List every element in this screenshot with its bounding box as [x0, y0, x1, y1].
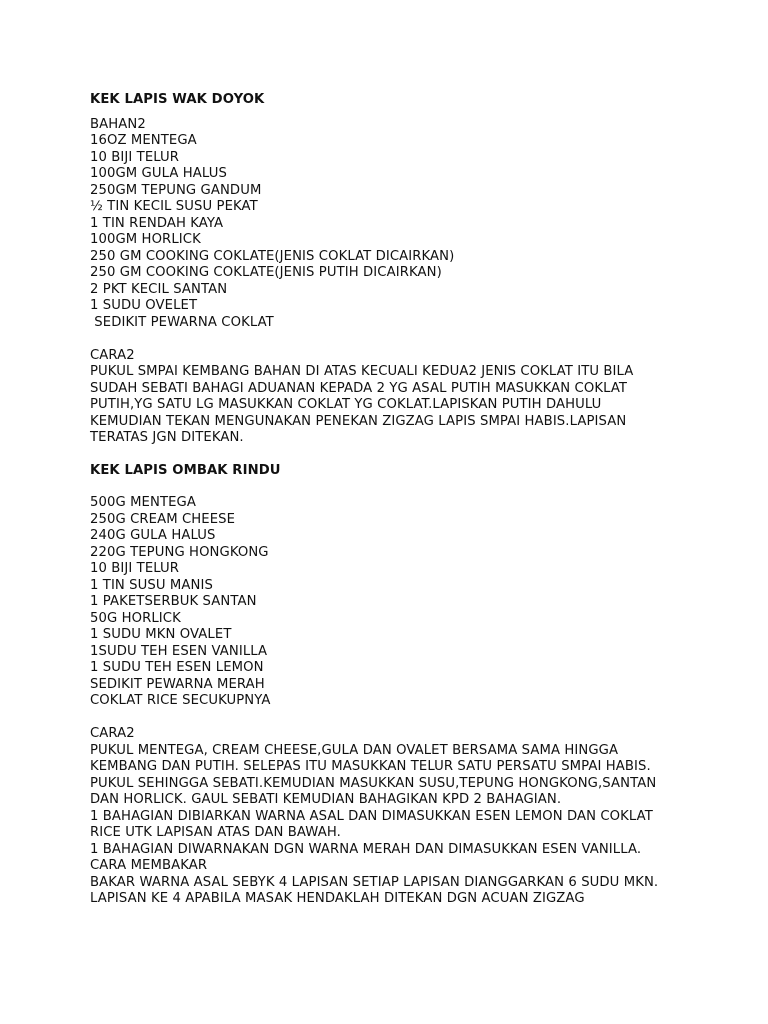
method-line: KEMUDIAN TEKAN MENGUNAKAN PENEKAN ZIGZAG LAPIS SMPAI HABIS.LAPISAN	[90, 413, 627, 429]
ingredient-line: 1 SUDU OVELET	[90, 298, 198, 313]
ingredient-line: 2 PKT KECIL SANTAN	[90, 281, 228, 297]
ingredient-line: 250 GM COOKING COKLATE(JENIS PUTIH DICAIRKAN)	[90, 265, 442, 280]
recipe1-ingredients-label: BAHAN2	[90, 116, 146, 132]
spacer	[90, 710, 730, 727]
method-line: PUTIH,YG SATU LG MASUKKAN COKLAT YG COKLAT.LAPISKAN PUTIH DAHULU	[90, 397, 602, 412]
ingredient-line: SEDIKIT PEWARNA COKLAT	[90, 314, 274, 330]
ingredient-line: 50G HORLICK	[90, 610, 181, 626]
ingredient-line: 100GM HORLICK	[90, 232, 201, 247]
ingredient-line: 1 TIN RENDAH KAYA	[90, 215, 224, 231]
ingredient-line: 250GM TEPUNG GANDUM	[90, 182, 262, 198]
ingredient-line: 1 PAKETSERBUK SANTAN	[90, 594, 257, 609]
method-line: BAKAR WARNA ASAL SEBYK 4 LAPISAN SETIAP LAPISAN DIANGGARKAN 6 SUDU MKN.	[90, 874, 659, 890]
ingredient-line: COKLAT RICE SECUKUPNYA	[90, 693, 271, 708]
recipe2-method-label: CARA2	[90, 726, 135, 741]
method-line: RICE UTK LAPISAN ATAS DAN BAWAH.	[90, 825, 341, 840]
ingredient-line: 100GM GULA HALUS	[90, 166, 227, 181]
recipe1-method-label: CARA2	[90, 347, 135, 363]
spacer	[90, 479, 730, 495]
ingredient-line: 16OZ MENTEGA	[90, 133, 197, 148]
ingredient-line: 250 GM COOKING COKLATE(JENIS COKLAT DICAIRKAN)	[90, 248, 455, 264]
ingredient-line: 10 BIJI TELUR	[90, 561, 180, 576]
ingredient-line: 10 BIJI TELUR	[90, 149, 180, 165]
ingredient-line: 220G TEPUNG HONGKONG	[90, 544, 269, 560]
ingredient-line: ½ TIN KECIL SUSU PEKAT	[90, 199, 258, 214]
method-line: TERATAS JGN DITEKAN.	[90, 430, 244, 445]
method-line: LAPISAN KE 4 APABILA MASAK HENDAKLAH DITEKAN DGN ACUAN ZIGZAG	[90, 891, 585, 906]
spacer	[90, 109, 730, 117]
method-line: CARA MEMBAKAR	[90, 858, 208, 873]
ingredient-line: 1 SUDU MKN OVALET	[90, 627, 232, 642]
method-line: PUKUL SMPAI KEMBANG BAHAN DI ATAS KECUALI KEDUA2 JENIS COKLAT ITU BILA	[90, 364, 634, 379]
method-line: SUDAH SEBATI BAHAGI ADUANAN KEPADA 2 YG ASAL PUTIH MASUKKAN COKLAT	[90, 380, 628, 396]
document-page	[90, 92, 730, 908]
recipe2-ingredient-list	[90, 495, 730, 710]
method-line: 1 BAHAGIAN DIBIARKAN WARNA ASAL DAN DIMASUKKAN ESEN LEMON DAN COKLAT	[90, 808, 653, 824]
method-line: PUKUL MENTEGA, CREAM CHEESE,GULA DAN OVALET BERSAMA SAMA HINGGA	[90, 742, 619, 758]
ingredient-line: 1 SUDU TEH ESEN LEMON	[90, 660, 264, 675]
spacer	[90, 331, 730, 348]
ingredient-line: 1 TIN SUSU MANIS	[90, 577, 213, 593]
method-line: PUKUL SEHINGGA SEBATI.KEMUDIAN MASUKKAN SUSU,TEPUNG HONGKONG,SANTAN	[90, 775, 657, 791]
ingredient-line: 1SUDU TEH ESEN VANILLA	[90, 643, 268, 659]
method-line: 1 BAHAGIAN DIWARNAKAN DGN WARNA MERAH DAN DIMASUKKAN ESEN VANILLA.	[90, 841, 642, 857]
recipe1-title: KEK LAPIS WAK DOYOK	[90, 92, 265, 107]
recipe1-ingredient-list	[90, 133, 730, 331]
method-line: DAN HORLICK. GAUL SEBATI KEMUDIAN BAHAGIKAN KPD 2 BAHAGIAN.	[90, 792, 562, 807]
ingredient-line: 500G MENTEGA	[90, 495, 196, 510]
method-line: KEMBANG DAN PUTIH. SELEPAS ITU MASUKKAN TELUR SATU PERSATU SMPAI HABIS.	[90, 759, 651, 774]
recipe1-method-text	[90, 364, 730, 447]
recipe2-title: KEK LAPIS OMBAK RINDU	[90, 462, 281, 478]
ingredient-line: SEDIKIT PEWARNA MERAH	[90, 676, 265, 692]
ingredient-line: 240G GULA HALUS	[90, 528, 216, 543]
spacer	[90, 447, 730, 463]
recipe2-method-text	[90, 743, 730, 908]
ingredient-line: 250G CREAM CHEESE	[90, 511, 236, 527]
